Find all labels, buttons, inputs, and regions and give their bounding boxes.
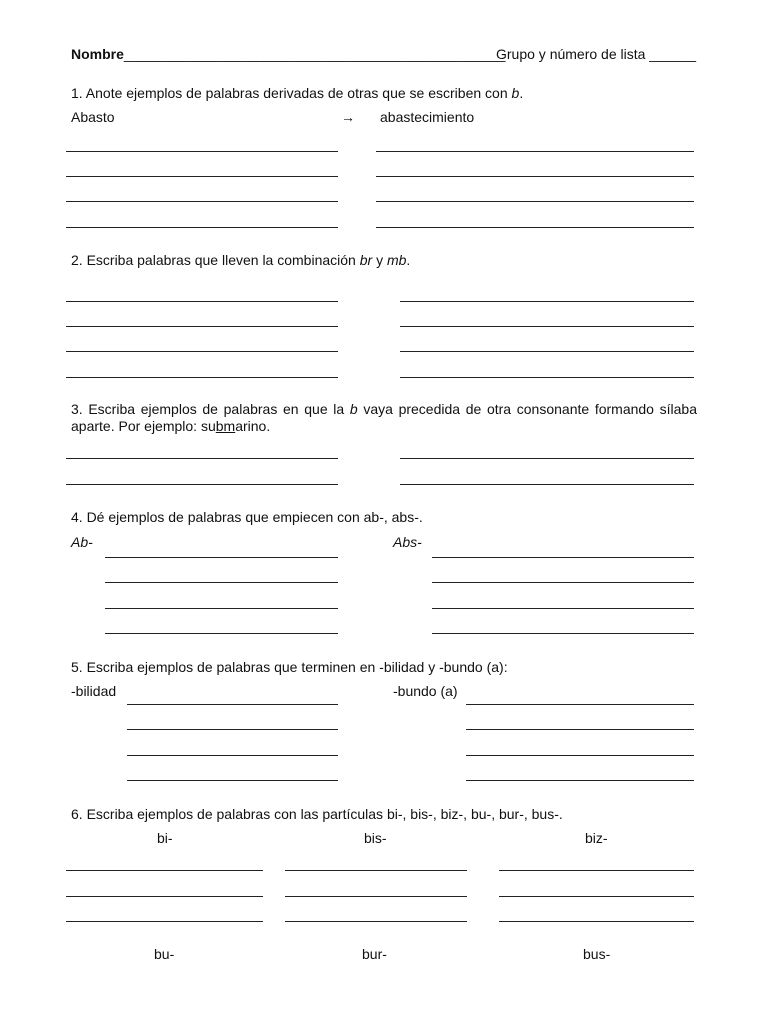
- q4-answer-line-right[interactable]: [432, 582, 694, 583]
- q2-combo-mb: mb: [386, 252, 407, 268]
- q1-answer-line-right[interactable]: [376, 227, 694, 228]
- q2-text: 2. Escriba palabras que lleven la combinación: [71, 252, 356, 268]
- q3-example-prefix: aparte. Por ejemplo: su: [71, 418, 216, 434]
- q6-answer-line-col3[interactable]: [499, 870, 694, 871]
- name-row: [71, 46, 505, 62]
- q4-answer-line-right[interactable]: [432, 633, 694, 634]
- group-blank[interactable]: ______: [649, 46, 697, 62]
- q5-answer-line-right[interactable]: [466, 729, 694, 730]
- q5-answer-line-left[interactable]: [127, 704, 338, 705]
- q1-period: .: [519, 85, 524, 101]
- q6-prompt: 6. Escriba ejemplos de palabras con las partículas bi-, bis-, biz-, bu-, bur-, bus-.: [71, 806, 563, 822]
- q2-answer-line-left[interactable]: [66, 377, 338, 378]
- q1-letter: b: [511, 85, 520, 101]
- q4-label-ab: Ab-: [71, 534, 93, 550]
- q3-answer-line-right[interactable]: [400, 458, 694, 459]
- q5-answer-line-right[interactable]: [466, 780, 694, 781]
- q1-answer-line-right[interactable]: [376, 176, 694, 177]
- q5-answer-line-left[interactable]: [127, 755, 338, 756]
- q6-answer-line-col3[interactable]: [499, 896, 694, 897]
- q6-label-bi: bi-: [157, 830, 173, 846]
- q5-answer-line-left[interactable]: [127, 780, 338, 781]
- q6-answer-line-col2[interactable]: [285, 921, 467, 922]
- q2-combo-br: br: [359, 252, 373, 268]
- q1-example-left: Abasto: [71, 109, 115, 125]
- q3-example-underlined: bm: [215, 418, 236, 434]
- q4-label-abs: Abs-: [393, 534, 422, 550]
- q2-answer-line-left[interactable]: [66, 326, 338, 327]
- q6-answer-line-col1[interactable]: [66, 870, 263, 871]
- q3-prompt-line2: [71, 418, 270, 434]
- q1-text: 1. Anote ejemplos de palabras derivadas de otras que se escriben con: [71, 85, 508, 101]
- q4-answer-line-left[interactable]: [105, 633, 338, 634]
- q3-answer-line-right[interactable]: [400, 484, 694, 485]
- q4-answer-line-left[interactable]: [105, 608, 338, 609]
- q3-answer-line-left[interactable]: [66, 458, 338, 459]
- q4-answer-line-right[interactable]: [432, 557, 694, 558]
- q6-answer-line-col1[interactable]: [66, 921, 263, 922]
- q6-label-bur: bur-: [362, 946, 387, 962]
- q3-text-b: vaya precedida de otra consonante formando sílaba: [363, 401, 698, 417]
- q2-prompt: [71, 252, 410, 268]
- q6-answer-line-col3[interactable]: [499, 921, 694, 922]
- q6-answer-line-col1[interactable]: [66, 896, 263, 897]
- q6-label-bus: bus-: [583, 946, 611, 962]
- q1-answer-line-right[interactable]: [376, 151, 694, 152]
- q2-answer-line-left[interactable]: [66, 351, 338, 352]
- q2-answer-line-right[interactable]: [400, 326, 694, 327]
- q1-answer-line-left[interactable]: [66, 201, 338, 202]
- q2-answer-line-left[interactable]: [66, 301, 338, 302]
- q5-prompt: 5. Escriba ejemplos de palabras que terminen en -bilidad y -bundo (a):: [71, 659, 508, 675]
- q1-example-right: abastecimiento: [380, 109, 475, 125]
- q5-answer-line-right[interactable]: [466, 755, 694, 756]
- q6-answer-line-col2[interactable]: [285, 896, 467, 897]
- name-blank[interactable]: _________________________________________________: [123, 46, 506, 62]
- group-label: Grupo y número de lista: [496, 46, 646, 62]
- q4-answer-line-right[interactable]: [432, 608, 694, 609]
- q4-answer-line-left[interactable]: [105, 557, 338, 558]
- q6-label-bu: bu-: [154, 946, 175, 962]
- q1-answer-line-left[interactable]: [66, 151, 338, 152]
- q3-answer-line-left[interactable]: [66, 484, 338, 485]
- q2-period: .: [406, 252, 411, 268]
- q2-answer-line-right[interactable]: [400, 301, 694, 302]
- q1-answer-line-left[interactable]: [66, 176, 338, 177]
- q3-text-a: 3. Escriba ejemplos de palabras en que la: [71, 401, 345, 417]
- q5-label-bundo: -bundo (a): [393, 683, 458, 699]
- q3-letter: b: [349, 401, 358, 417]
- q3-prompt-line1: [71, 401, 697, 417]
- q2-answer-line-right[interactable]: [400, 377, 694, 378]
- q1-prompt: [71, 85, 523, 101]
- group-row: [496, 46, 696, 62]
- q5-label-bilidad: -bilidad: [71, 683, 117, 699]
- q1-answer-line-right[interactable]: [376, 201, 694, 202]
- q4-answer-line-left[interactable]: [105, 582, 338, 583]
- arrow-icon: →: [341, 109, 355, 125]
- name-label: Nombre: [71, 46, 124, 62]
- q6-answer-line-col2[interactable]: [285, 870, 467, 871]
- q2-and: y: [376, 252, 384, 268]
- q6-label-bis: bis-: [364, 830, 387, 846]
- q1-answer-line-left[interactable]: [66, 227, 338, 228]
- q6-label-biz: biz-: [585, 830, 608, 846]
- q2-answer-line-right[interactable]: [400, 351, 694, 352]
- q3-example-suffix: arino.: [235, 418, 271, 434]
- q4-prompt: 4. Dé ejemplos de palabras que empiecen con ab-, abs-.: [71, 509, 423, 525]
- q5-answer-line-left[interactable]: [127, 729, 338, 730]
- q5-answer-line-right[interactable]: [466, 704, 694, 705]
